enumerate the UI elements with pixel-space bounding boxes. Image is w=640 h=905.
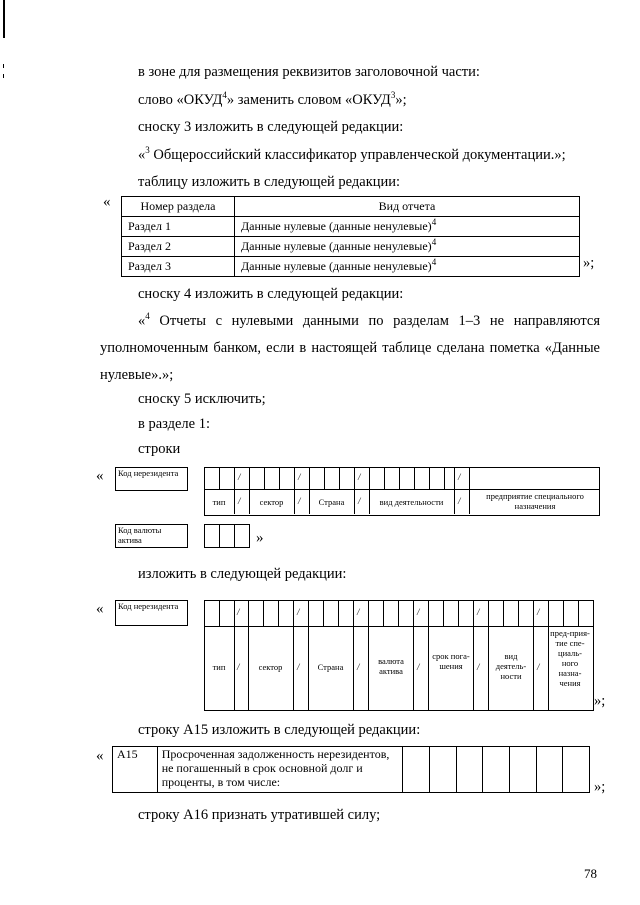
table-row (122, 217, 580, 237)
a15-code-cell: А15 (113, 747, 158, 793)
open-quote: « (96, 468, 104, 484)
grid-line (293, 600, 294, 710)
paragraph-okud-classifier (138, 146, 566, 164)
open-quote: « (138, 147, 146, 163)
field-label-spv: предприятие специального назначения (486, 491, 584, 511)
footnote-mark: 4 (431, 257, 437, 267)
separator-slash: / (417, 662, 420, 672)
grid-line (413, 600, 414, 710)
grid-line (458, 600, 459, 626)
separator-slash: / (537, 662, 540, 672)
paragraph-table-intro: таблицу изложить в следующей редакции: (138, 174, 401, 190)
footnote-mark: 4 (222, 90, 227, 101)
grid-line (548, 600, 549, 710)
separator-slash: / (458, 472, 461, 482)
grid-line (308, 600, 309, 710)
grid-line (219, 600, 220, 626)
close-quote: »; (583, 255, 595, 271)
paragraph-footnote3: сноску 3 изложить в следующей редакции: (138, 119, 404, 135)
grid-line (354, 467, 355, 514)
paragraph-footnote5: сноску 5 исключить; (138, 391, 266, 407)
field-label-sector: сектор (259, 497, 284, 507)
separator-slash: / (477, 662, 480, 672)
close-quote: »; (594, 693, 606, 709)
text-zero-data: Отчеты с нулевыми данными по разделам 1–3 не направляются (149, 313, 600, 329)
field-label-country: Страна (318, 497, 345, 507)
grid-line (503, 600, 504, 626)
field-label-sector: сектор (258, 662, 283, 672)
paragraph-okud (138, 91, 407, 109)
open-quote: « (138, 313, 146, 329)
paragraph-zero-data-line1 (138, 312, 600, 330)
scan-edge-mark (3, 0, 5, 38)
separator-slash: / (417, 607, 420, 617)
separator-slash: / (458, 496, 461, 506)
grid-line (234, 600, 235, 710)
separator-slash: / (537, 607, 540, 617)
grid-line (398, 600, 399, 626)
a15-text-cell: Просроченная задолженность нерезидентов, не погашенный в срок основной долг и проценты, в том числе: (157, 747, 403, 793)
grid-line (533, 600, 534, 710)
separator-slash: / (298, 472, 301, 482)
grid-line (399, 467, 400, 489)
nonresident-code-label: Код нерезидента (118, 468, 179, 478)
grid-line (264, 467, 265, 489)
grid-line (383, 600, 384, 626)
table-cell (235, 237, 580, 257)
grid-line (248, 600, 249, 710)
footnote-mark: 3 (390, 90, 396, 101)
open-quote: « (96, 601, 104, 617)
table-cell (536, 747, 563, 793)
cell-text: Данные нулевые (данные ненулевые) (241, 239, 432, 253)
separator-slash: / (357, 607, 360, 617)
paragraph-a16: строку А16 признать утратившей силу; (138, 807, 381, 823)
paragraph-section1: в разделе 1: (138, 416, 211, 432)
grid-line (469, 467, 470, 514)
cell-text: Данные нулевые (данные ненулевые) (241, 259, 432, 273)
field-label-activity: вид деятель-ности (495, 651, 527, 681)
table-cell (563, 747, 590, 793)
grid-line (443, 600, 444, 626)
grid-line (384, 467, 385, 489)
footnote-mark: 3 (145, 145, 150, 156)
field-label-maturity: срок пога-шения (432, 651, 470, 671)
grid-line (414, 467, 415, 489)
grid-line (234, 524, 235, 547)
separator-slash: / (358, 472, 361, 482)
table-header-cell: Вид отчета (235, 197, 580, 217)
separator-slash: / (477, 607, 480, 617)
grid-line (279, 467, 280, 489)
grid-line (429, 467, 430, 489)
grid-line (488, 600, 489, 710)
separator-slash: / (297, 607, 300, 617)
separator-slash: / (237, 662, 240, 672)
a15-table (112, 746, 590, 793)
grid-line (294, 467, 295, 514)
table-row (113, 747, 590, 793)
field-label-type: тип (212, 497, 226, 507)
field-label-type: тип (212, 662, 226, 672)
separator-slash: / (357, 662, 360, 672)
table-cell: Раздел 1 (122, 217, 235, 237)
grid-line (428, 600, 429, 710)
cell-text: Данные нулевые (данные ненулевые) (241, 219, 432, 233)
grid-line (473, 600, 474, 710)
paragraph-zero-data-line2: уполномоченным банком, если в настоящей таблице сделана пометка «Данные (100, 340, 600, 356)
footnote-mark: 4 (431, 217, 437, 227)
grid-line (563, 600, 564, 626)
text-classifier: Общероссийский классификатор управленческой документации.»; (149, 147, 566, 163)
table-cell (403, 747, 430, 793)
grid-line (204, 626, 593, 627)
grid-line (219, 467, 220, 489)
grid-line (353, 600, 354, 710)
footnote-mark: 4 (431, 237, 437, 247)
paragraph-header-zone: в зоне для размещения реквизитов заголовочной части: (138, 64, 480, 80)
footnote-mark: 4 (145, 311, 150, 322)
table-header-cell: Номер раздела (122, 197, 235, 217)
separator-slash: / (238, 472, 241, 482)
separator-slash: / (358, 496, 361, 506)
table-header-row (122, 197, 580, 217)
grid-line (368, 600, 369, 710)
grid-line (234, 467, 235, 514)
table-cell (235, 217, 580, 237)
open-quote: « (96, 748, 104, 764)
paragraph-rows: строки (138, 441, 181, 457)
table-cell (510, 747, 537, 793)
sections-table (121, 196, 580, 277)
page-number: 78 (584, 866, 597, 881)
grid-line (324, 467, 325, 489)
text-okud-mid: » заменить словом «ОКУД (226, 92, 391, 108)
separator-slash: / (297, 662, 300, 672)
separator-slash: / (238, 496, 241, 506)
grid-line (338, 600, 339, 626)
field-label-activity: вид деятельности (379, 497, 444, 507)
field-label-spv: пред-прия-тие спе-циаль-ного назна-чения (550, 628, 590, 688)
grid-line (518, 600, 519, 626)
table-cell (235, 257, 580, 277)
table-cell (456, 747, 483, 793)
grid-line (339, 467, 340, 489)
field-label-country: Страна (317, 662, 344, 672)
text-okud-post: »; (395, 92, 407, 108)
grid-line (578, 600, 579, 626)
table-cell (430, 747, 457, 793)
grid-line (444, 467, 445, 489)
paragraph-zero-data-line3: нулевые».»; (100, 367, 174, 383)
close-quote: » (256, 530, 264, 546)
table-cell: Раздел 3 (122, 257, 235, 277)
currency-code-label: Код валюты актива (118, 525, 162, 545)
field-label-currency: валюта актива (378, 656, 404, 676)
table-cell: Раздел 2 (122, 237, 235, 257)
grid-line (263, 600, 264, 626)
grid-line (204, 489, 599, 490)
grid-line (219, 524, 220, 547)
scan-edge-tick (3, 74, 4, 78)
paragraph-a15: строку А15 изложить в следующей редакции: (138, 722, 421, 738)
table-row (122, 257, 580, 277)
paragraph-new-edition: изложить в следующей редакции: (138, 566, 347, 582)
paragraph-footnote4: сноску 4 изложить в следующей редакции: (138, 286, 404, 302)
grid-line (323, 600, 324, 626)
grid-line (278, 600, 279, 626)
close-quote: »; (594, 779, 606, 795)
open-quote: « (103, 194, 111, 210)
separator-slash: / (298, 496, 301, 506)
separator-slash: / (237, 607, 240, 617)
text-okud-pre: слово «ОКУД (138, 92, 223, 108)
currency-code-boxes (204, 524, 250, 548)
table-cell (483, 747, 510, 793)
grid-line (454, 467, 455, 514)
nonresident-code-label: Код нерезидента (118, 601, 179, 611)
scan-edge-tick (3, 64, 4, 68)
table-row (122, 237, 580, 257)
